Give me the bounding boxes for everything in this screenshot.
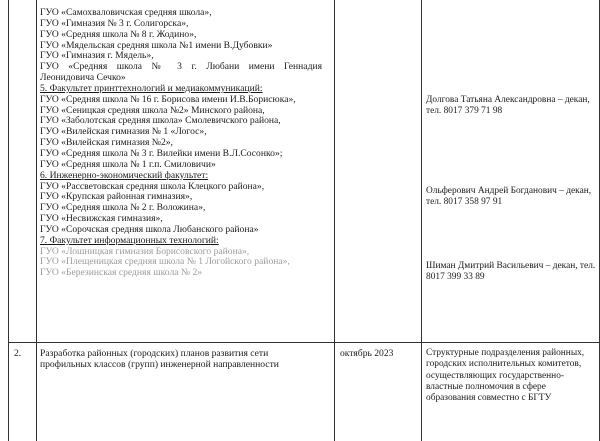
table-column-divider-1 (36, 0, 37, 441)
list-item: Леонидовича Сечко» (40, 73, 126, 84)
dean-contact: Ольферович Андрей Богданович – декан, тел. 8017 358 97 91 (426, 186, 592, 207)
list-item: ГУО «Вилейская гимназия №2», (40, 138, 173, 149)
table-column-divider-3 (421, 0, 422, 441)
list-item: ГУО «Средняя школа № 8 г. Жодино», (40, 29, 197, 40)
list-item: ГУО «Средняя школа № 1 г.п. Смиловичи» (40, 159, 216, 170)
faculty-heading: 6. Инженерно-экономический факультет: (40, 170, 209, 181)
executors: Структурные подразделения районных, городских исполнительных комитетов, осуществляющих государственно-властные полномочия в сфере образования совместно с БГТУ (426, 348, 585, 404)
list-item: ГУО «Гимназия г. Мядель», (40, 51, 154, 62)
list-item: ГУО «Лошницкая гимназия Борисовского района», (40, 246, 250, 257)
list-item: ГУО «Рассветовская средняя школа Клецкого района», (40, 181, 265, 192)
list-item: ГУО «Средняя школа № 2 г. Воложина», (40, 203, 206, 214)
schools-list (40, 8, 322, 279)
table-column-divider-2 (334, 0, 335, 441)
list-item: ГУО «Плещеницкая средняя школа № 1 Логойского района», (40, 257, 290, 268)
deadline: октябрь 2023 (340, 348, 394, 359)
list-item: ГУО «Сорочская средняя школа Любанского района» (40, 224, 259, 235)
list-item: ГУО «Мядельская средняя школа №1 имени В.Дубовки» (40, 40, 273, 51)
table-left-border (8, 0, 9, 441)
list-item: ГУО «Березинская средняя школа № 2» (40, 268, 203, 279)
list-item: ГУО «Вилейская гимназия № 1 «Логос», (40, 127, 207, 138)
list-item: ГУО «Средняя школа № 16 г. Борисова имени И.В.Борисюка», (40, 94, 296, 105)
row-number: 2. (14, 348, 22, 359)
dean-contact: Долгова Татьяна Александровна – декан, тел. 8017 379 71 98 (426, 95, 590, 116)
list-item: ГУО «Сеницкая средняя школа №2» Минского района, (40, 105, 265, 116)
list-item: ГУО «Средняя школа № 3 г. Любани имени Геннадия (40, 62, 322, 73)
list-item: ГУО «Несвижская гимназия», (40, 214, 163, 225)
list-item: ГУО «Средняя школа № 3 г. Вилейки имени В.Л.Сосонко»; (40, 148, 283, 159)
list-item: ГУО «Гимназия № 3 г. Солигорска», (40, 18, 189, 29)
faculty-heading: 5. Факультет принттехнологий и медиакоммуникаций: (40, 83, 263, 94)
list-item: ГУО «Заболотская средняя школа» Смолевичского района, (40, 116, 281, 127)
dean-contact: Шиман Дмитрий Васильевич – декан, тел. 8017 399 33 89 (426, 261, 596, 282)
task-description: Разработка районных (городских) планов развития сети профильных классов (групп) инженерной направленности (40, 348, 279, 371)
list-item: ГУО «Самохваловичская средняя школа», (40, 8, 212, 18)
table-row-divider (8, 342, 600, 343)
faculty-heading: 7. Факультет информационных технологий: (40, 235, 219, 246)
list-item: ГУО «Крупская районная гимназия», (40, 192, 193, 203)
